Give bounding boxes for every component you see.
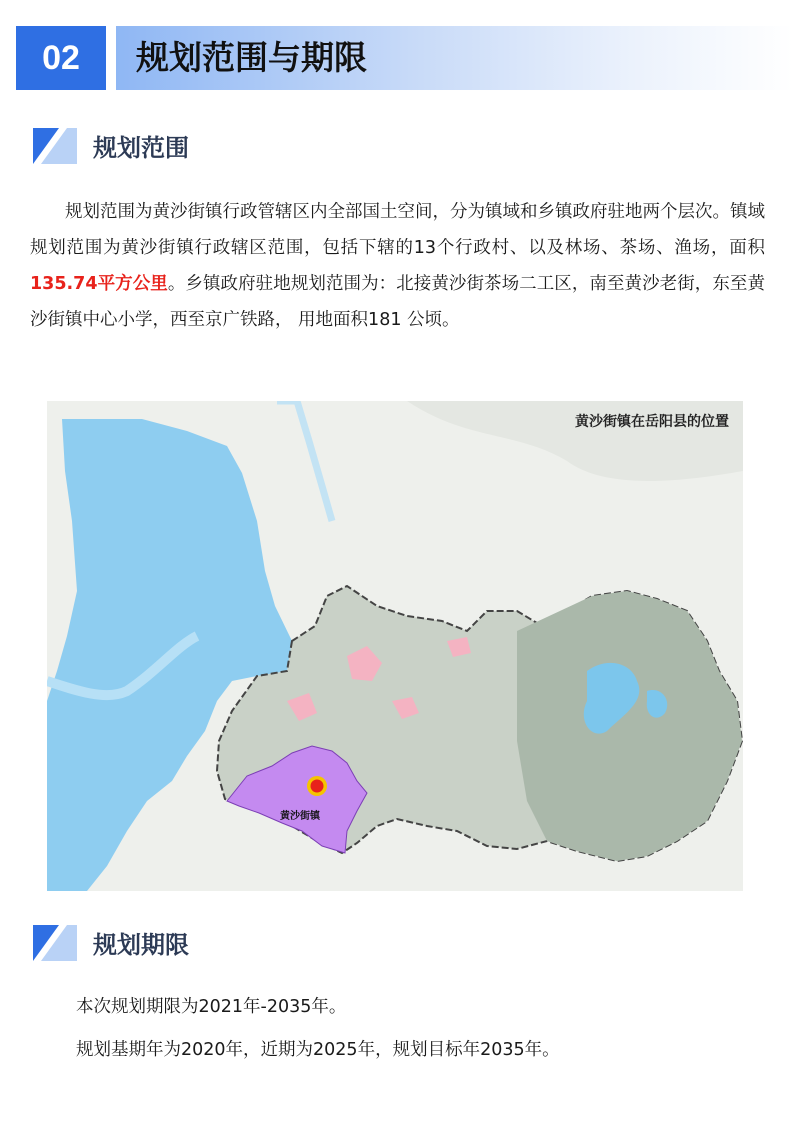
scope-text-part2: 。乡镇政府驻地规划范围为：北接黄沙街茶场二工区，南至黄沙老街，东至黄沙街镇中心小学，西至京广铁路， 用地面积181 公顷。 bbox=[30, 274, 766, 330]
term-line-1: 本次规划期限为2021年-2035年。 bbox=[76, 997, 347, 1017]
town-label: 黄沙街镇 bbox=[280, 811, 320, 822]
term-line-2: 规划基期年为2020年，近期为2025年，规划目标年2035年。 bbox=[76, 1040, 560, 1060]
chapter-number: 02 bbox=[16, 26, 106, 90]
area-highlight: 135.74平方公里 bbox=[30, 274, 168, 294]
location-map bbox=[47, 401, 743, 891]
map-graphic bbox=[47, 401, 743, 891]
page-title: 规划范围与期限 bbox=[136, 38, 367, 77]
section-title-term: 规划期限 bbox=[93, 931, 189, 959]
section-marker-icon bbox=[33, 921, 77, 961]
scope-paragraph bbox=[30, 194, 765, 338]
section-marker-icon bbox=[33, 124, 77, 164]
map-caption: 黄沙街镇在岳阳县的位置 bbox=[575, 414, 729, 430]
scope-text-part1: 规划范围为黄沙街镇行政管辖区内全部国土空间，分为镇域和乡镇政府驻地两个层次。镇域规划范围为黄沙街镇行政辖区范围，包括下辖的13个行政村、以及林场、茶场、渔场，面积 bbox=[30, 202, 765, 258]
section-title-scope: 规划范围 bbox=[93, 134, 189, 162]
